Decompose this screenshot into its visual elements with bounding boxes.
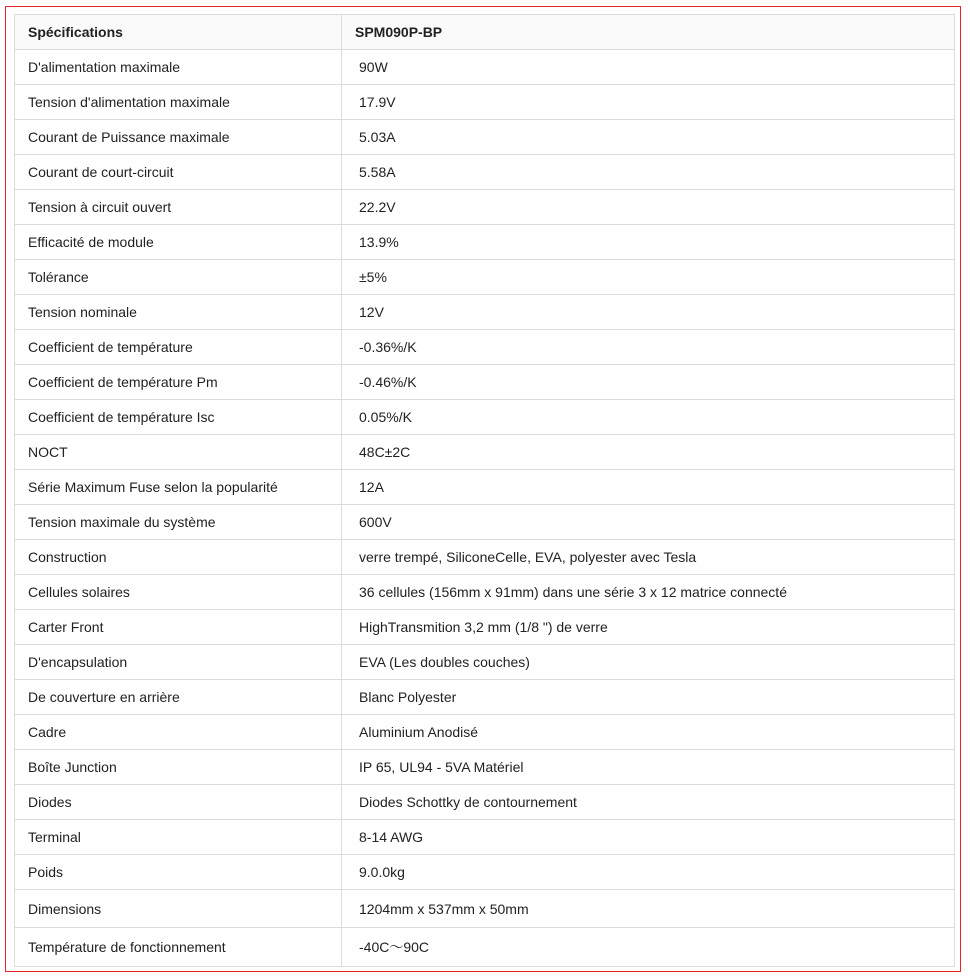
spec-value: 22.2V xyxy=(342,190,955,225)
specs-table xyxy=(14,14,955,967)
spec-label: Tension nominale xyxy=(15,295,342,330)
table-row xyxy=(15,470,955,505)
table-body xyxy=(15,50,955,967)
table-row xyxy=(15,785,955,820)
spec-label: Courant de court-circuit xyxy=(15,155,342,190)
spec-value: 12A xyxy=(342,470,955,505)
spec-label: D'encapsulation xyxy=(15,645,342,680)
spec-label: Tension à circuit ouvert xyxy=(15,190,342,225)
spec-value: ±5% xyxy=(342,260,955,295)
table-row xyxy=(15,680,955,715)
table-row xyxy=(15,120,955,155)
spec-label: Construction xyxy=(15,540,342,575)
spec-value: IP 65, UL94 - 5VA Matériel xyxy=(342,750,955,785)
spec-label: Efficacité de module xyxy=(15,225,342,260)
spec-label: Terminal xyxy=(15,820,342,855)
spec-value: 600V xyxy=(342,505,955,540)
table-row xyxy=(15,400,955,435)
table-row xyxy=(15,190,955,225)
spec-value: Diodes Schottky de contournement xyxy=(342,785,955,820)
spec-value: 1204mm x 537mm x 50mm xyxy=(342,890,955,928)
table-row xyxy=(15,330,955,365)
table-row xyxy=(15,365,955,400)
table-row xyxy=(15,225,955,260)
spec-value: 12V xyxy=(342,295,955,330)
spec-label: Poids xyxy=(15,855,342,890)
spec-label: Coefficient de température xyxy=(15,330,342,365)
header-spec: Spécifications xyxy=(15,15,342,50)
spec-label: Série Maximum Fuse selon la popularité xyxy=(15,470,342,505)
spec-label: Cellules solaires xyxy=(15,575,342,610)
spec-value: EVA (Les doubles couches) xyxy=(342,645,955,680)
table-row xyxy=(15,260,955,295)
table-row xyxy=(15,295,955,330)
spec-label: Carter Front xyxy=(15,610,342,645)
table-row xyxy=(15,645,955,680)
spec-label: Tension d'alimentation maximale xyxy=(15,85,342,120)
table-row xyxy=(15,505,955,540)
spec-label: Température de fonctionnement xyxy=(15,928,342,967)
spec-value: 36 cellules (156mm x 91mm) dans une série 3 x 12 matrice connecté xyxy=(342,575,955,610)
spec-value: -0.46%/K xyxy=(342,365,955,400)
spec-value: 90W xyxy=(342,50,955,85)
table-header-row xyxy=(15,15,955,50)
table-row xyxy=(15,85,955,120)
table-row xyxy=(15,928,955,967)
spec-label: Dimensions xyxy=(15,890,342,928)
header-model: SPM090P-BP xyxy=(342,15,955,50)
spec-value: 0.05%/K xyxy=(342,400,955,435)
spec-label: D'alimentation maximale xyxy=(15,50,342,85)
spec-value: Blanc Polyester xyxy=(342,680,955,715)
spec-label: Coefficient de température Pm xyxy=(15,365,342,400)
table-row xyxy=(15,890,955,928)
table-row xyxy=(15,715,955,750)
spec-value: 5.03A xyxy=(342,120,955,155)
spec-value: HighTransmition 3,2 mm (1/8 ") de verre xyxy=(342,610,955,645)
specs-table-container xyxy=(14,14,954,967)
spec-label: Diodes xyxy=(15,785,342,820)
spec-label: Cadre xyxy=(15,715,342,750)
spec-value: -0.36%/K xyxy=(342,330,955,365)
spec-label: Tolérance xyxy=(15,260,342,295)
table-row xyxy=(15,435,955,470)
spec-value: Aluminium Anodisé xyxy=(342,715,955,750)
spec-value: 48C±2C xyxy=(342,435,955,470)
spec-label: Boîte Junction xyxy=(15,750,342,785)
table-row xyxy=(15,155,955,190)
spec-value: 5.58A xyxy=(342,155,955,190)
spec-value: 17.9V xyxy=(342,85,955,120)
table-row xyxy=(15,50,955,85)
table-row xyxy=(15,855,955,890)
spec-label: Coefficient de température Isc xyxy=(15,400,342,435)
spec-label: Courant de Puissance maximale xyxy=(15,120,342,155)
table-row xyxy=(15,575,955,610)
spec-label: Tension maximale du système xyxy=(15,505,342,540)
table-row xyxy=(15,750,955,785)
spec-value: 8-14 AWG xyxy=(342,820,955,855)
spec-value: -40C～90C xyxy=(342,928,955,967)
table-row xyxy=(15,540,955,575)
table-row xyxy=(15,610,955,645)
spec-value: 9.0.0kg xyxy=(342,855,955,890)
spec-value: verre trempé, SiliconeCelle, EVA, polyester avec Tesla xyxy=(342,540,955,575)
spec-value: 13.9% xyxy=(342,225,955,260)
table-row xyxy=(15,820,955,855)
spec-label: De couverture en arrière xyxy=(15,680,342,715)
spec-label: NOCT xyxy=(15,435,342,470)
